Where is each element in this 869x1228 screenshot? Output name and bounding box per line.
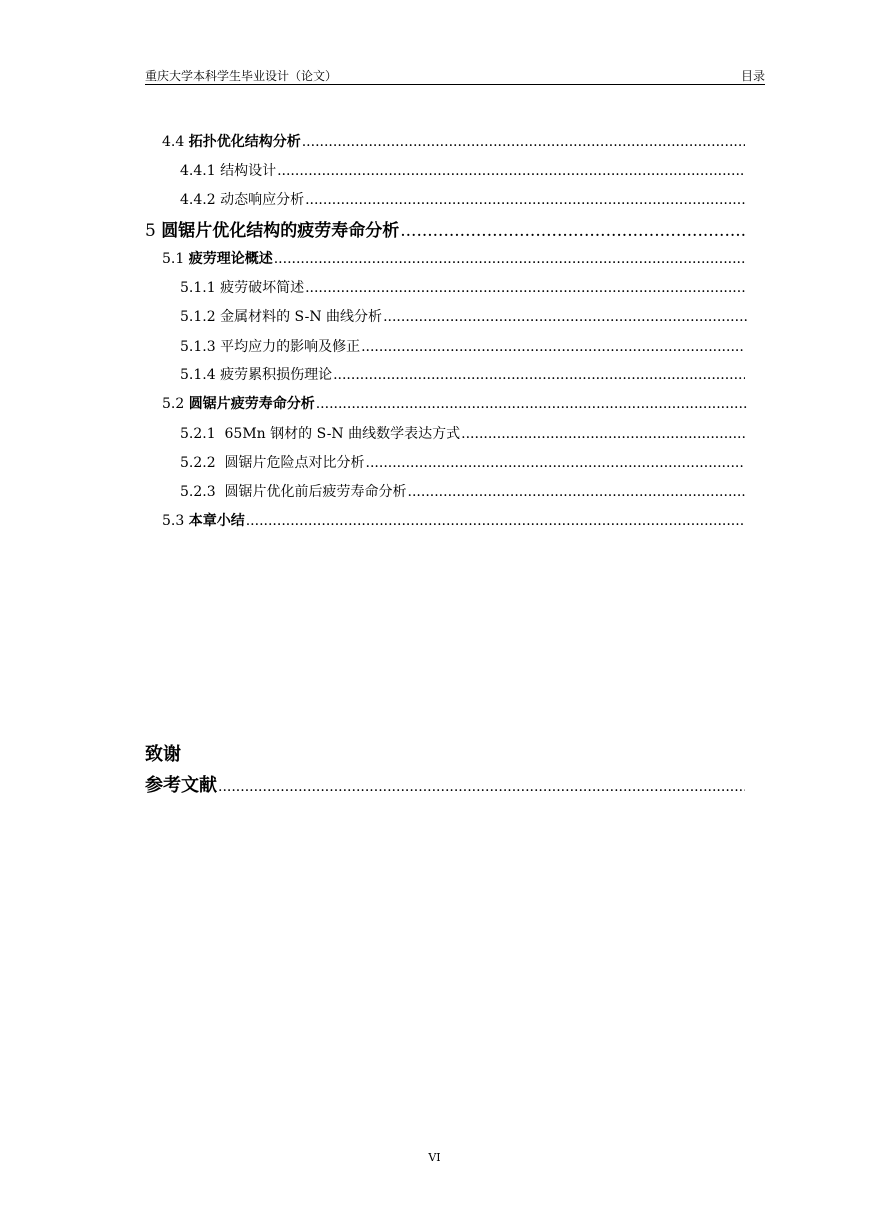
toc-entry[interactable] bbox=[162, 393, 747, 413]
toc-dot-leader bbox=[302, 134, 745, 150]
toc-entry-title: 结构设计 bbox=[220, 163, 277, 179]
toc-dot-leader bbox=[408, 484, 746, 500]
toc-entry-number: 5.1.1 bbox=[180, 280, 221, 296]
toc-entry[interactable] bbox=[162, 248, 745, 268]
toc-entry-title: 65Mn 钢材的 S-N 曲线数学表达方式 bbox=[220, 426, 461, 442]
toc-entry[interactable] bbox=[180, 189, 745, 209]
toc-entry-title: 疲劳破坏简述 bbox=[220, 280, 305, 296]
toc-entry[interactable] bbox=[180, 336, 745, 356]
toc-entry-number: 5 bbox=[145, 221, 162, 241]
toc-entry-number: 5.1 bbox=[162, 251, 189, 267]
toc-entry-number: 4.4 bbox=[162, 134, 189, 150]
toc-entry-number: 4.4.1 bbox=[180, 163, 221, 179]
toc-entry-number: 5.1.2 bbox=[180, 309, 221, 325]
toc-entry-number: 5.2 bbox=[162, 396, 189, 412]
toc-entry-number: 5.2.2 bbox=[180, 455, 221, 471]
toc-dot-leader bbox=[316, 396, 747, 412]
toc-entry-title: 疲劳累积损伤理论 bbox=[220, 367, 333, 383]
toc-entry-number: 5.3 bbox=[162, 513, 189, 529]
toc-entry[interactable] bbox=[180, 277, 745, 297]
toc-entry-number: 5.2.1 bbox=[180, 426, 221, 442]
toc-entry-title: 圆锯片疲劳寿命分析 bbox=[188, 396, 315, 412]
toc-entry[interactable] bbox=[162, 510, 745, 530]
toc-entry-references[interactable] bbox=[145, 771, 745, 797]
toc-entry-title: 拓扑优化结构分析 bbox=[188, 134, 301, 150]
toc-dot-leader bbox=[277, 163, 745, 179]
toc-entry[interactable] bbox=[180, 423, 745, 443]
toc-entry-title: 动态响应分析 bbox=[220, 192, 305, 208]
toc-entry-number: 4.4.2 bbox=[180, 192, 221, 208]
toc-entry-number: 5.1.4 bbox=[180, 367, 221, 383]
toc-dot-leader bbox=[383, 309, 747, 325]
toc-entry-title: 平均应力的影响及修正 bbox=[220, 339, 361, 355]
toc-entry[interactable] bbox=[180, 452, 744, 472]
toc-acknowledgement[interactable]: 致谢 bbox=[145, 744, 181, 765]
page-header bbox=[145, 66, 765, 85]
page-number: VI bbox=[428, 1151, 441, 1164]
toc-dot-leader bbox=[305, 280, 745, 296]
toc-entry-title: 圆锯片危险点对比分析 bbox=[220, 455, 365, 471]
toc-entry[interactable] bbox=[180, 306, 747, 326]
toc-entry-title: 本章小结 bbox=[188, 513, 245, 529]
toc-dot-leader bbox=[218, 779, 745, 795]
toc-dot-leader bbox=[400, 221, 747, 241]
toc-dot-leader bbox=[305, 192, 745, 208]
toc-entry-title: 参考文献 bbox=[145, 775, 217, 796]
header-thesis-title: 重庆大学本科学生毕业设计（论文） bbox=[145, 69, 338, 83]
toc-entry-title: 疲劳理论概述 bbox=[188, 251, 273, 267]
toc-entry[interactable] bbox=[180, 364, 745, 384]
toc-entry-title: 圆锯片优化结构的疲劳寿命分析 bbox=[161, 221, 400, 241]
toc-entry-title: 圆锯片优化前后疲劳寿命分析 bbox=[220, 484, 407, 500]
toc-entry[interactable] bbox=[180, 481, 746, 501]
toc-entry[interactable] bbox=[180, 160, 745, 180]
toc-dot-leader bbox=[366, 455, 744, 471]
toc-dot-leader bbox=[333, 367, 745, 383]
toc-entry[interactable] bbox=[145, 216, 747, 241]
toc-dot-leader bbox=[461, 426, 745, 442]
toc-entry[interactable] bbox=[162, 131, 745, 151]
toc-dot-leader bbox=[246, 513, 745, 529]
toc-dot-leader bbox=[274, 251, 745, 267]
toc-entry-number: 5.2.3 bbox=[180, 484, 221, 500]
toc-entry-title: 金属材料的 S-N 曲线分析 bbox=[220, 309, 383, 325]
toc-dot-leader bbox=[361, 339, 745, 355]
header-section-title: 目录 bbox=[740, 69, 765, 83]
toc-entry-number: 5.1.3 bbox=[180, 339, 221, 355]
